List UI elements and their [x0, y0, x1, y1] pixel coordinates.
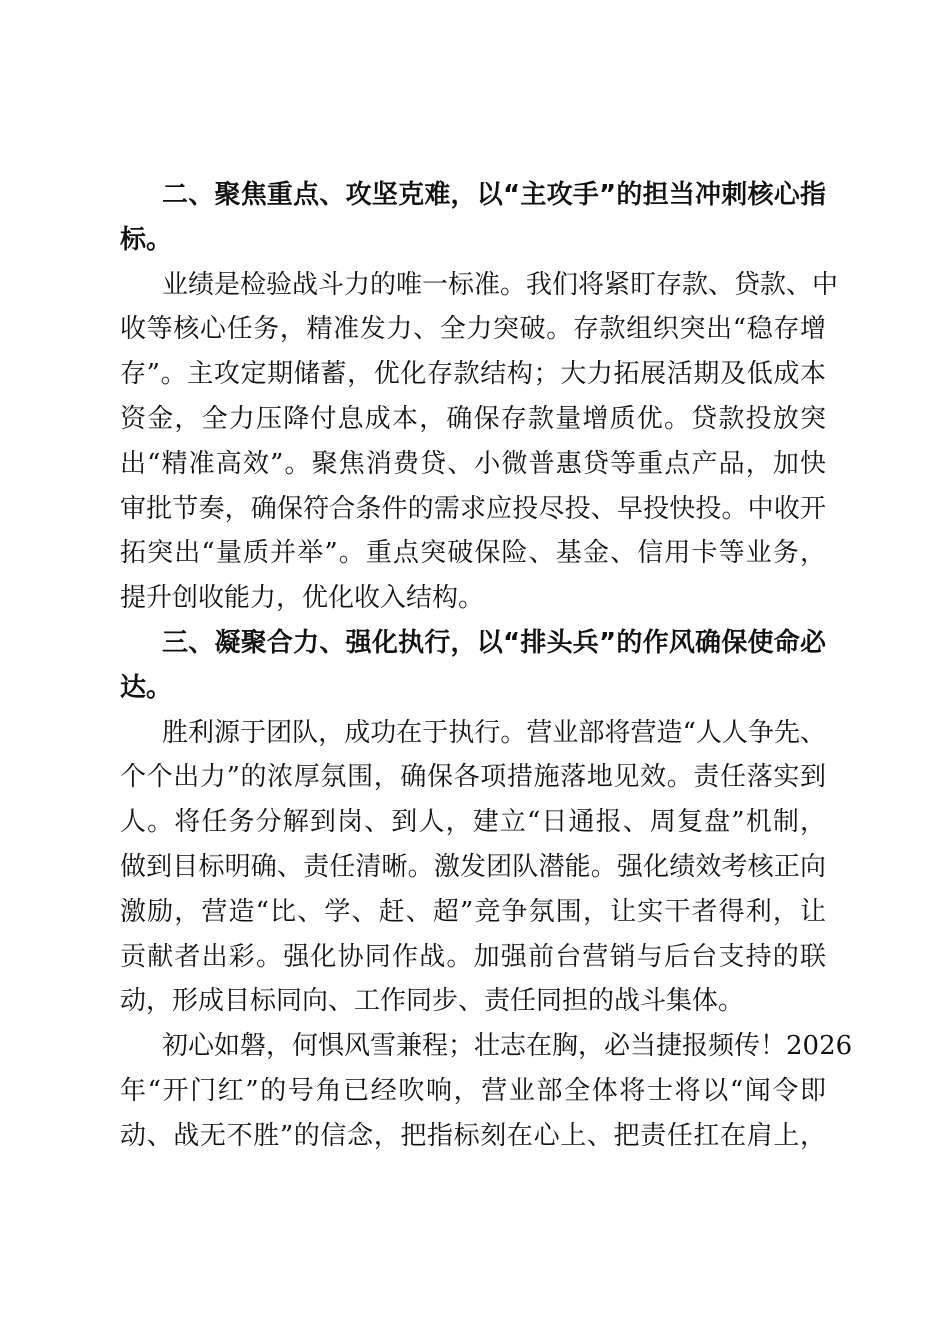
text-line: 做到目标明确、责任清晰。激发团队潜能。强化绩效考核正向 [120, 851, 826, 882]
text-line: 拓突出“量质并举”。重点突破保险、基金、信用卡等业务， [120, 538, 826, 569]
text-line: 资金，全力压降付息成本，确保存款量增质优。贷款投放突 [120, 403, 826, 434]
text-line: 年“开门红”的号角已经吹响，营业部全体将士将以“闻令即 [120, 1075, 826, 1106]
text-line: 收等核心任务，精准发力、全力突破。存款组织突出“稳存增 [120, 314, 826, 345]
text-line: 激励，营造“比、学、赶、超”竞争氛围，让实干者得利，让 [120, 896, 826, 927]
text-line: 标。 [120, 224, 173, 255]
text-line: 动、战无不胜”的信念，把指标刻在心上、把责任扛在肩上， [120, 1120, 826, 1151]
text-line: 初心如磐，何惧风雪兼程；壮志在胸，必当捷报频传！2026 [162, 1031, 853, 1062]
body-paragraph [120, 711, 826, 1025]
text-line: 人。将任务分解到岗、到人，建立“日通报、周复盘”机制， [120, 807, 826, 838]
text-line: 个个出力”的浓厚氛围，确保各项措施落地见效。责任落实到 [120, 762, 826, 793]
text-line: 二、聚焦重点、攻坚克难，以“主攻手”的担当冲刺核心指 [162, 180, 826, 210]
text-line: 贡献者出彩。强化协同作战。加强前台营销与后台支持的联 [120, 941, 826, 972]
text-line: 三、凝聚合力、强化执行，以“排头兵”的作风确保使命必 [162, 627, 826, 658]
text-line: 提升创收能力，优化收入结构。 [120, 583, 485, 614]
text-line: 达。 [120, 672, 173, 703]
text-line: 胜利源于团队，成功在于执行。营业部将营造“人人争先、 [162, 717, 826, 748]
text-line: 业绩是检验战斗力的唯一标准。我们将紧盯存款、贷款、中 [162, 269, 839, 300]
text-line: 审批节奏，确保符合条件的需求应投尽投、早投快投。中收开 [120, 493, 826, 524]
body-paragraph [120, 1024, 853, 1158]
text-line: 存”。主攻定期储蓄，优化存款结构；大力拓展活期及低成本 [120, 359, 826, 390]
document-body [120, 173, 853, 1159]
text-line: 动，形成目标同向、工作同步、责任同担的战斗集体。 [120, 986, 745, 1017]
section-heading [120, 173, 826, 263]
text-line: 出“精准高效”。聚焦消费贷、小微普惠贷等重点产品，加快 [120, 448, 826, 479]
section-heading [120, 621, 826, 711]
body-paragraph [120, 263, 839, 621]
